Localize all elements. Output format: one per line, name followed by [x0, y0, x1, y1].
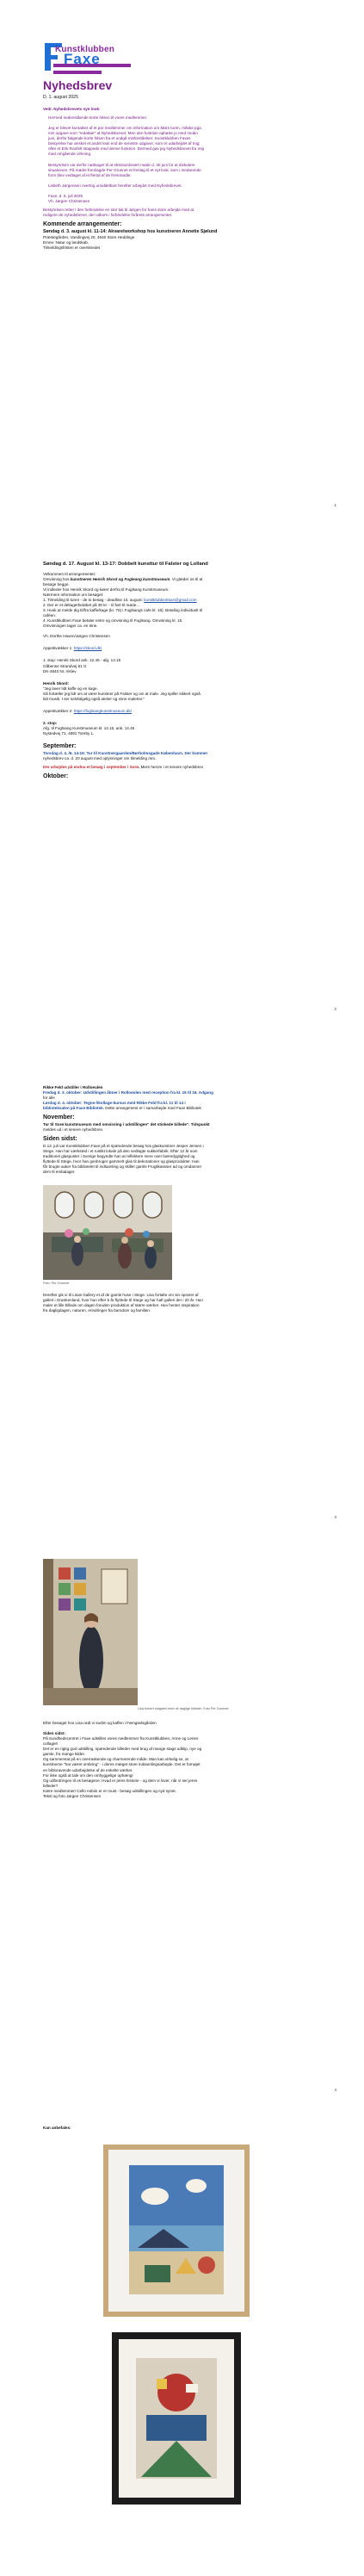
page4-line: collager!: [43, 1741, 59, 1747]
framed-collage-1: [103, 2145, 250, 2317]
event2-line: Vi indleder hos Henrik Skord og kører derfra til Fuglsang Kunstmuseum.: [43, 587, 170, 592]
page-5: [0, 2110, 364, 2576]
since-line: får brugte auker fra bibliotelet til indsamling og skiller gamle Fruglikassser ad og omdanner: [43, 1164, 202, 1170]
intro-line: Bestyrelsen var derfor nødsaget til at ekstraordinært møde d. 30 juni for at diskutere: [48, 162, 195, 167]
page4-caption-wrap: [138, 1707, 336, 1711]
skord-link[interactable]: https://skord.dk/: [73, 646, 102, 651]
page-number: 4: [334, 2089, 336, 2093]
since-line: flyttede til Stege, hvor han genbruger gammelt glas til dekorationer og glasprodukter. Han: [43, 1159, 200, 1164]
page-number: 1: [334, 504, 336, 508]
photo-caption: Lisa forkert sidgalen med de daglige billeder. Foto Per Grunnet: [138, 1707, 229, 1710]
event2-line: Nærmere information om besøget:: [43, 592, 104, 597]
after-line: galleri i Grønkenland, hvor hun efter 5 år flyttede til Stege og har haft galleri der i 20 år. Hun: [43, 1298, 203, 1303]
page3-body-2: [43, 1282, 336, 1313]
event2-line: Omvisningen tager ca. en time.: [43, 624, 98, 629]
logo-text-main: Faxe: [64, 51, 101, 67]
glass-workshop-photo: [43, 1185, 172, 1280]
page4-line: For ikke også at tale om den omhyggelige ophæng!: [43, 1772, 133, 1778]
page4-line: Kære medlemmer! Cello Asbiin er er must - besøg udstillingen og nyd synet.: [43, 1788, 176, 1793]
events-heading: Kommende arrangementer:: [43, 221, 122, 227]
september-note-bold: Der arbejdes på endnu et besøg i september i Sorø.: [43, 765, 140, 770]
page-3: [0, 1034, 364, 1559]
event2-line: Omvisning hos kunstneren Henrik Skord og Fugleang kunstmuseum. Vi glæder os til at: [43, 576, 203, 581]
page4-line: På Sundhedscentret i Faxe udstilles vores medlemmer fra Kunstklubben, Anne og Lenes: [43, 1736, 199, 1741]
page1-body: [43, 107, 336, 251]
event1-line: Emne: Natur og landskab.: [43, 239, 89, 245]
quote-line: lidt musik. I ser selvfølgelig også atelier og mine malerier.": [43, 696, 145, 701]
stop2-line: Nystedvej 71, 4891 Toreby L.: [43, 731, 95, 736]
page-2: [0, 517, 364, 1034]
signup-email-link[interactable]: kunstklubbenfaxe@gmail.com: [144, 597, 197, 602]
page4-line: Efter besøget hos Lisa rødt vi sodim og kaffen i Fængselsgården: [43, 1721, 157, 1725]
event2-line: 4. Kunstklubben Faxe betaler entre og omvisning til Fuglsang. Omvisning kl. 15.: [43, 618, 183, 624]
photo-caption: Foto: Per Grunnet: [43, 1282, 70, 1285]
september-note-rest: Mere herom i et senere nyhedsbrev: [139, 765, 204, 770]
lisa-gallery-photo: [43, 1559, 138, 1705]
fuglsang-link[interactable]: https://fuglsangkunstmuseum.dk/: [73, 708, 132, 713]
page-1: [0, 0, 364, 517]
october-heading: Oktober:: [43, 773, 69, 780]
page3-body: [43, 1085, 336, 1175]
event2-title: Søndag d. 17. August kl. 13-17: Dobbelt kunsttur til Falster og Lolland: [43, 562, 208, 567]
after-line: Derefter gik vi til Lisas Gallery et af de gamle huse i Stege. Lisa fortalte om sin oprører af: [43, 1293, 199, 1297]
since-last-heading: Siden sidst:: [43, 1136, 77, 1143]
page4-line: kunstnerne "har været ombring" - i deres mæget store indsamlingsarbejde. Det er fornøjet: [43, 1762, 201, 1767]
intro-line: form blev vedtaget af et flertal af de fremmødte.: [48, 172, 132, 177]
page4-line: Teksl og foto Jørgen Christensen: [43, 1793, 102, 1798]
november-heading: November:: [43, 1114, 75, 1121]
page4-line: en bibloravende udarbejdelse af de enkelte værker.: [43, 1767, 133, 1772]
event1-line: Tilmeldingsfristen er overskredet: [43, 245, 101, 250]
page4-line: Og udfordringen til os besøgene: Hvad er jeres historie - og dem vi lover, når vi ser jeres: [43, 1778, 198, 1783]
framed-collage-2: [112, 2332, 241, 2505]
november-line: Tur til Sorø kunstmuseum med omvisning i udstillingen" det stiskede billede". Tidspunkt: [43, 1122, 210, 1127]
quote-line: "Jeg laver lidt kaffe og en kage.: [43, 686, 98, 691]
since-last-heading: Siden sidst:: [43, 1731, 66, 1736]
intro-line: bestyrelse har ønsket et andet look end de seneste udgaver, som er udarbejdet af mig;: [48, 141, 201, 146]
intro-heading: Vedr. Nyhedsbrevets nye look:: [43, 107, 101, 111]
intro-line: Jeg er blevet kontaktet af et par medlemmer om information om Mørs turen, måske pga.: [48, 126, 202, 131]
event2-line: 1. Tilmelding til turen - de to besøg - deadline 10. august: kunstklubbenfaxe@gmail.com: [43, 597, 197, 602]
newsletter-date: D. 1. august 2025: [43, 95, 78, 100]
page-4: [0, 1559, 364, 2110]
event2-line: Vh. Dorthe Haven/Jørgen Christensen: [43, 634, 110, 639]
recommended-heading: Kan anbefales:: [43, 2126, 71, 2130]
stop1-line: 1. stop: Henrik Skord ank. 12.45 - afg. 14.15: [43, 658, 121, 663]
board-line: Bestyrelsen retter i den forbindelse en stor tak til Jørgen for hans store arbejde med at: [43, 207, 194, 212]
stop2-heading: 2. stop:: [43, 720, 58, 725]
newsletter-title: Nyhedsbrev: [43, 78, 113, 92]
intro-line: juni, derfor følgende korte hilsen fra et undgå misforståelser: Kunstklubben Faxes: [48, 136, 191, 141]
appetizer-2-label: Appetitvækker 2:: [43, 708, 73, 713]
september-line: Torsdag d. 4. /6. 14-16: Tur til Kunstnergaarden/Børholmsgade København. Der kommer: [43, 750, 208, 755]
page-number: 3: [334, 1516, 336, 1520]
stop2-line: Afg. til Fuglsang Kunstmuseum kl. 14.15, ank. 14.45: [43, 726, 135, 731]
page4-line: billeder?: [43, 1783, 59, 1788]
intro-line: Lisbeth Jørgensen overtog umiddelbart herefter arbejdet med Nyhedsbrevet.: [48, 183, 182, 188]
event2-line: besøge begge.: [43, 581, 70, 587]
event2-line: Velkommen til arrangementet:: [43, 571, 96, 576]
rikke-line: Lørdag d. 4. oktober: Tegne-/ikollage-kursus med Rikke Feld fra kl. 11 til 14 i: [43, 1101, 186, 1106]
event2-line: 2. Der er et deltagerbeløbet på 30 kr. - til ført til møde...: [43, 603, 140, 608]
page4-body: [43, 1721, 336, 1799]
rikke-line-rest: Dette arrangement er i samarbejde med Faxe Bibliotek: [103, 1106, 201, 1111]
rikke-line: Fredag d. 3. oktober: Udstillingen åbner i Rolloeulen med reception fra kl. 15 til 18. Adgang: [43, 1090, 213, 1096]
september-line: nyhedsbrev ca. d. 20 august med oplysninger om tilmelding mm.: [43, 755, 157, 760]
intro-line: situationen. På mødet fremlagde Per Grunnet et forslag til et nyt look, som i medarende: [48, 167, 201, 172]
intro-line: Vh. Jørgen Christensen: [48, 198, 90, 203]
intro-line: Faxe, d. 5. juli 2025: [48, 193, 83, 198]
quote-line: Så fortæller jeg lidt om at være kunstner på Falster og om at male. Jeg spiller sikkert også: [43, 691, 201, 696]
intro-line: Hermed nedenstående korte hilsen til vores medlemmer.: [48, 115, 148, 121]
page2-body: [43, 562, 336, 781]
kunstklubben-faxe-logo: [43, 41, 133, 78]
intro-line: ofter et Erik Ranfelt stoppede med denne funktion. Dermed gav jeg Nyhedsbrevet fra mig: [48, 146, 205, 152]
page5-body: [43, 2126, 336, 2131]
rikke-line: for alle: [43, 1096, 55, 1101]
event2-line: caféen.: [43, 613, 57, 618]
after-line: fra dagligdagen, naturen, erindringer fra barndom og familien.: [43, 1308, 151, 1313]
appetizer-1-label: Appetitvækker 1:: [43, 646, 73, 651]
intro-line: med omgående virkning.: [48, 152, 92, 157]
page-number: 2: [334, 1008, 336, 1012]
event2-line: 3. Husk at melde dig til/fra kaffe/kage (kr. 75) i Fuglsangs cafe kl. 16). Betaling individuelt til: [43, 608, 203, 613]
rikke-line-bold: biblioteksalen på Faxe Bibliotek.: [43, 1106, 104, 1111]
stop1-line: Gåbense Strandvej 61 G: [43, 663, 87, 668]
september-heading: September:: [43, 743, 77, 750]
board-line: redigere de nyhedsbreve, der udkom i forbindelse forårets arrangementer.: [43, 212, 173, 217]
intro-text: [43, 115, 336, 204]
since-line: traditionel glaspuster i Sverige begyndte han at reflektere mere over bæredygtighed og: [43, 1154, 195, 1159]
event1-title: Søndag d. 3. august kl. 11-14: Akvarelworkshop hos kunstneren Annette Sjølund: [43, 228, 218, 234]
page4-line: gamle, fra mange kilder.: [43, 1752, 86, 1757]
quote-heading: Henrik Skord:: [43, 680, 70, 686]
page4-line: Og sammensat på en overraskende og charmerende måde. Man kan virkelig se, at: [43, 1757, 188, 1762]
stop1-line: DK-4840 Nr. Alslev: [43, 668, 77, 673]
intro-line: min opgave som "redaktør" af Nyhedsbrevet. Men den funktion ophørte jo med medio: [48, 131, 198, 136]
november-line: meldes ud i et senere nyhedsbrev.: [43, 1127, 103, 1133]
since-line: D.13. juli var Kunstklubben Faxe på et spændende besøg hos glaskunstner Jesper Jensen i: [43, 1143, 204, 1148]
rikke-heading: Rikke Feld udstiller i Rolloeulen: [43, 1085, 103, 1089]
event1-line: Præstegården, Vandingvej 20, 4640 Store Heddinge: [43, 234, 135, 239]
since-line: Stege. Han har værksted i et rustikt lokale på den nedlagte sukkerfabrik. Efter 12 år som: [43, 1149, 198, 1153]
since-line: dem til embalager.: [43, 1170, 76, 1175]
after-line: maler et lille billede om dagen foruden produktion af større værker. Hun henter inspiration: [43, 1303, 200, 1308]
page4-line: Det er en rigtig god udstilling, spændende billeder med brug af mange stags udklip, nye og: [43, 1747, 202, 1752]
logo-text-top: Kunstklubben: [55, 45, 115, 54]
